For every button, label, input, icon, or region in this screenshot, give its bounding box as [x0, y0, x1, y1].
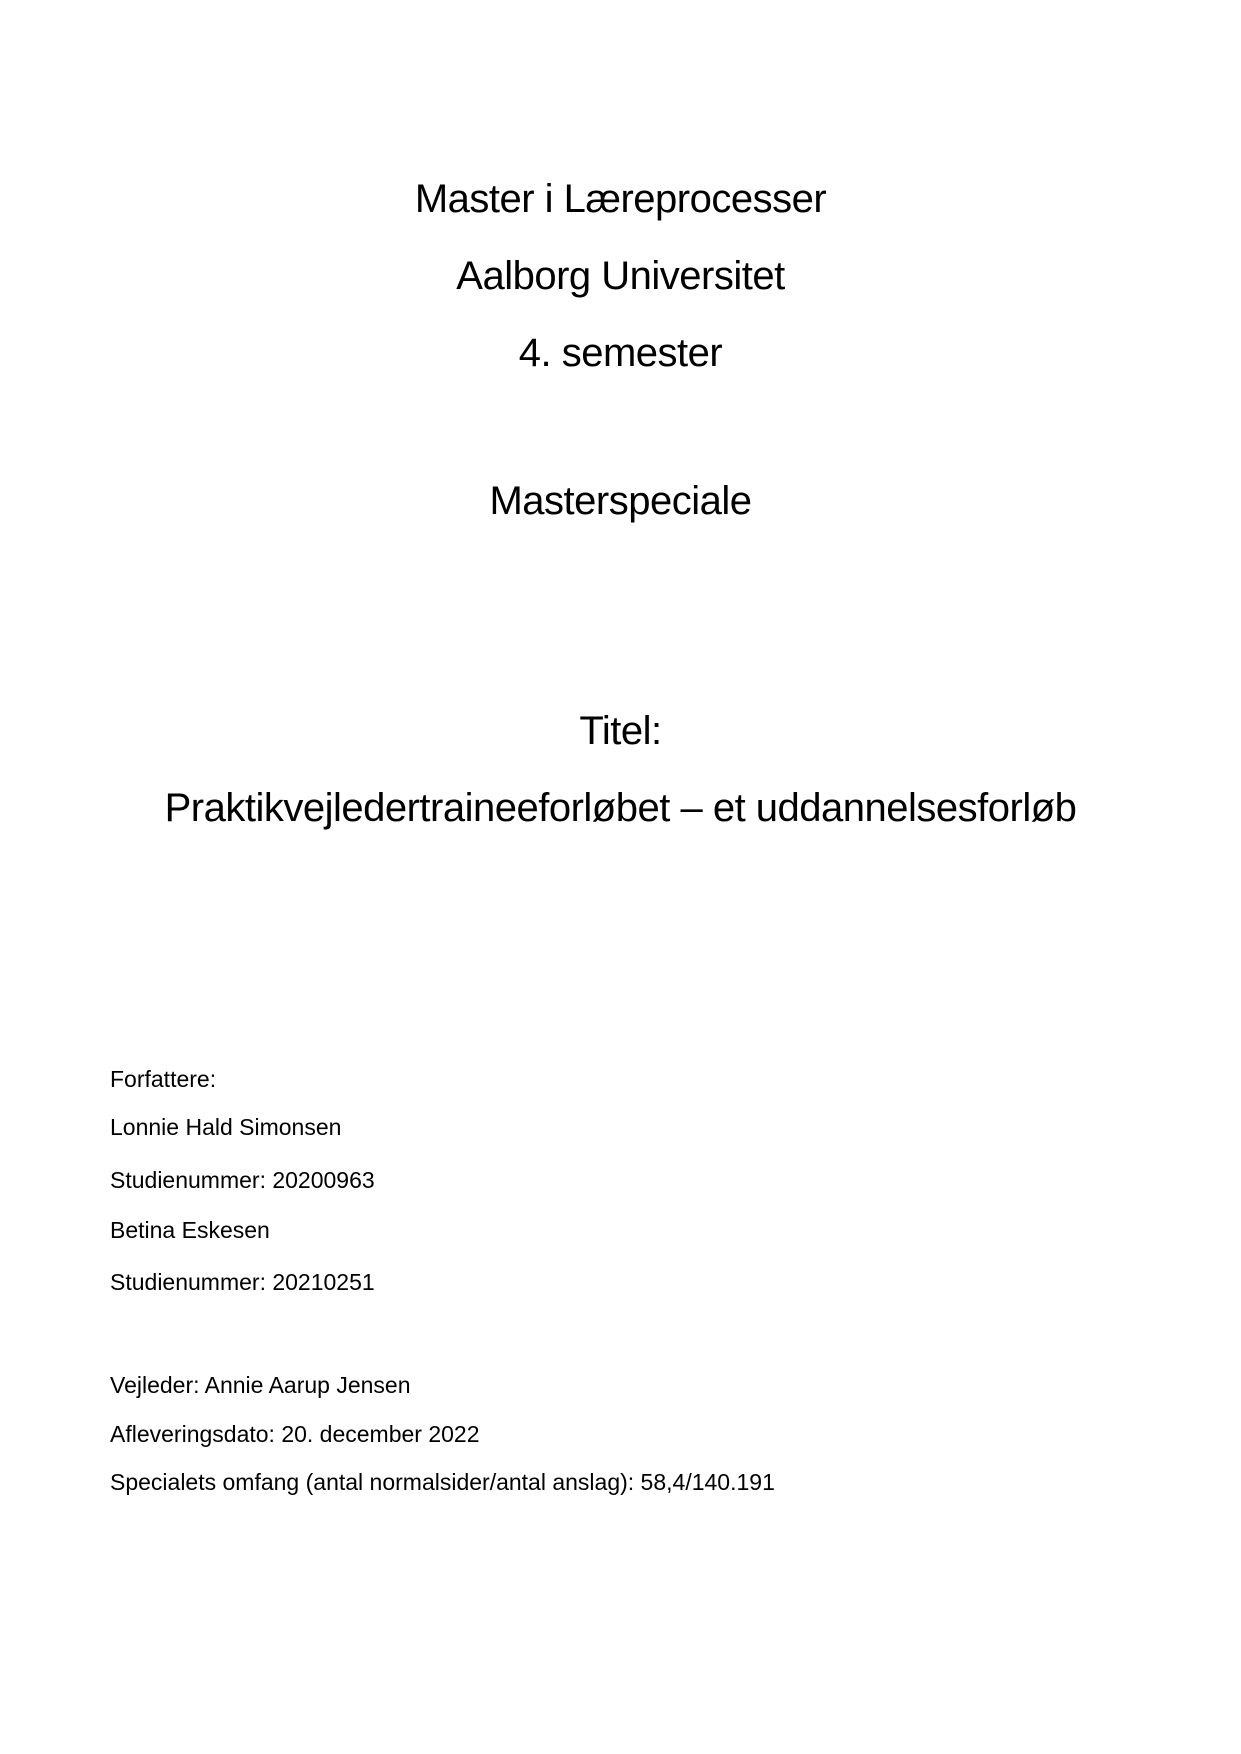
- document-type-label: Masterspeciale: [489, 479, 752, 523]
- supervisor-line: Vejleder: Annie Aarup Jensen: [110, 1372, 411, 1398]
- author-student-number: Studienummer: 20200963: [110, 1167, 375, 1193]
- authors-label: Forfattere:: [110, 1066, 217, 1092]
- thesis-title: Praktikvejledertraineeforløbet – et uddannelsesforløb: [164, 786, 1077, 830]
- submission-date-line: Afleveringsdato: 20. december 2022: [110, 1421, 480, 1447]
- program-name: Master i Læreprocesser: [414, 177, 827, 221]
- extent-line: Specialets omfang (antal normalsider/antal anslag): 58,4/140.191: [110, 1469, 775, 1495]
- author-student-number: Studienummer: 20210251: [110, 1269, 375, 1295]
- semester-label: 4. semester: [518, 331, 723, 375]
- author-name: Lonnie Hald Simonsen: [110, 1114, 342, 1140]
- title-label: Titel:: [579, 709, 662, 753]
- university-name: Aalborg Universitet: [456, 254, 785, 298]
- author-name: Betina Eskesen: [110, 1217, 270, 1243]
